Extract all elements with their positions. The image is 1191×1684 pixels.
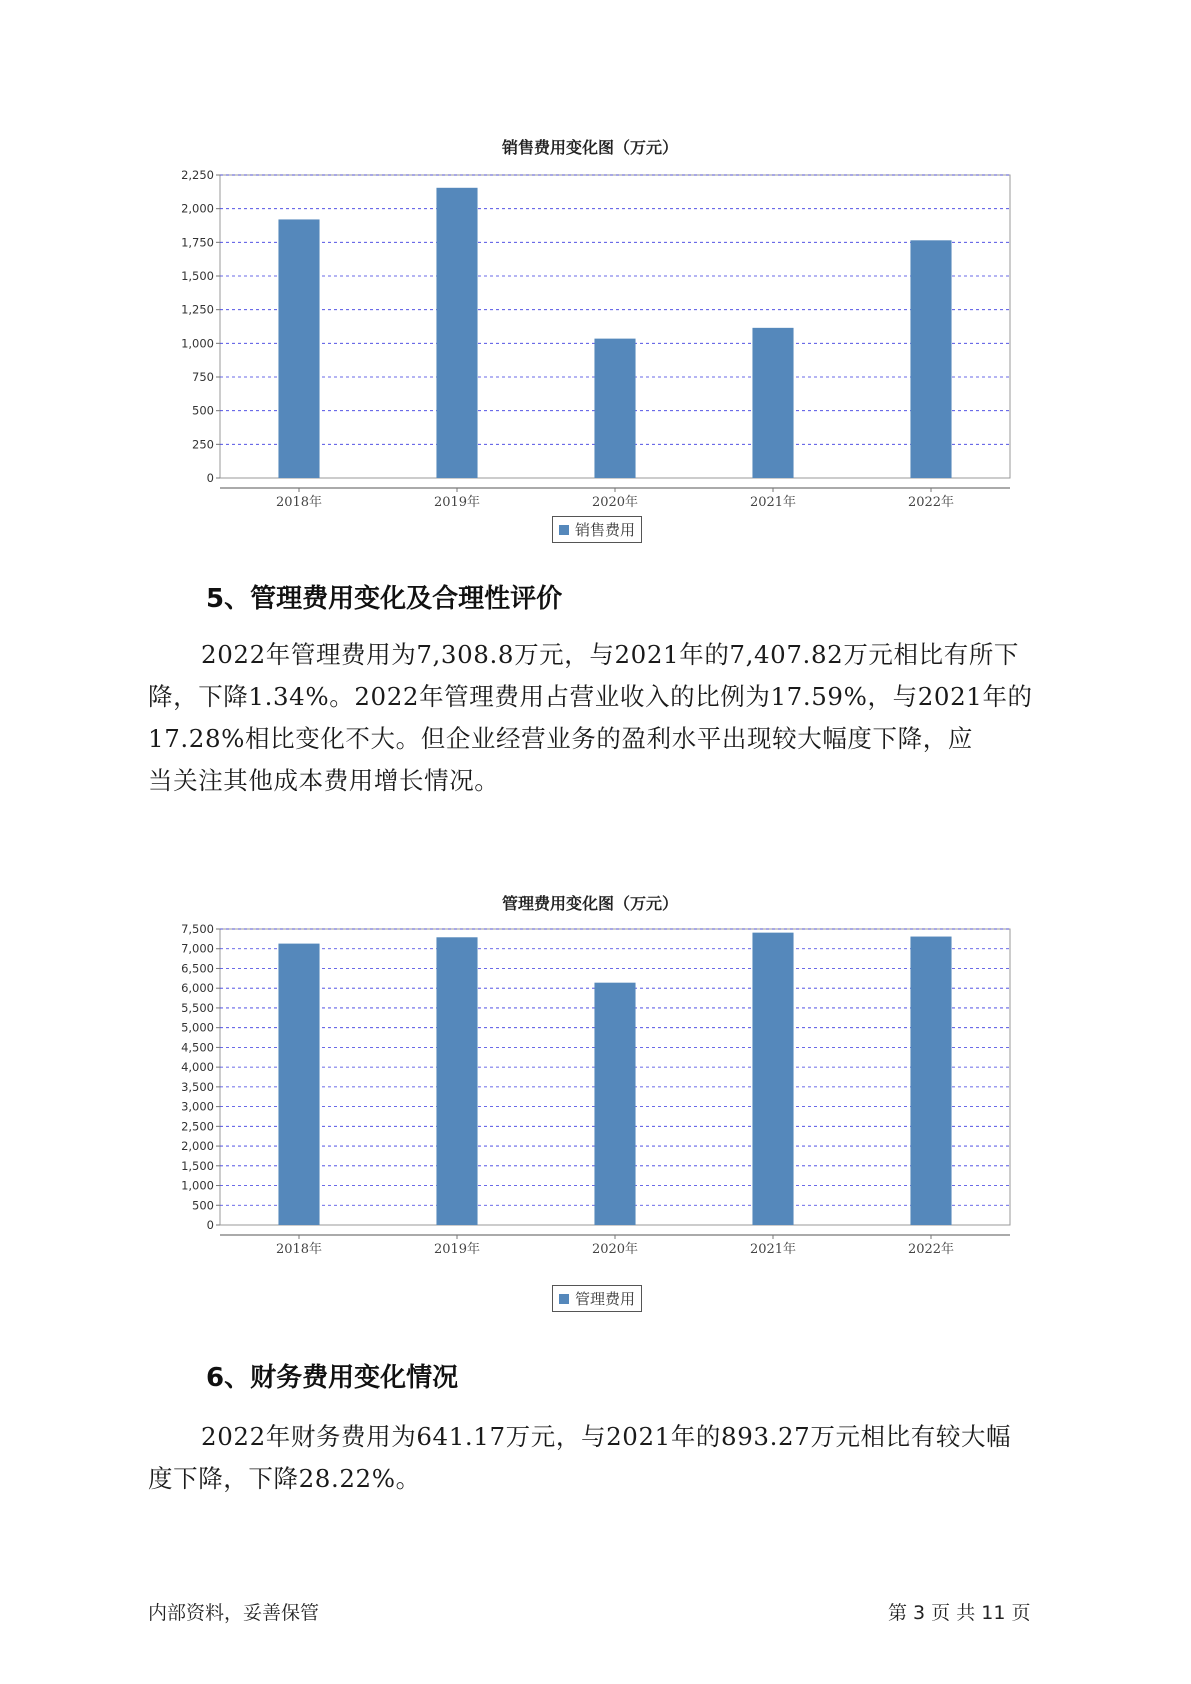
y-tick-label: 1,750: [181, 235, 214, 250]
x-tick-label: 2018年: [275, 495, 323, 510]
y-tick-label: 2,500: [181, 1119, 214, 1134]
y-tick-label: 1,250: [181, 302, 214, 317]
footer-page-number: 第 3 页 共 11 页: [888, 1602, 1031, 1624]
bar: [910, 937, 951, 1225]
footer-confidential-note: 内部资料，妥善保管: [148, 1602, 320, 1624]
y-tick-label: 6,000: [181, 981, 214, 996]
x-tick-label: 2022年: [907, 1242, 955, 1257]
x-tick-label: 2019年: [433, 495, 481, 510]
y-tick-label: 1,500: [181, 269, 214, 283]
sales-expense-chart: [160, 130, 1020, 550]
bar: [752, 328, 793, 478]
y-tick-label: 1,500: [181, 1158, 214, 1173]
x-tick-label: 2019年: [433, 1242, 481, 1257]
y-tick-label: 0: [206, 1218, 214, 1232]
admin-expense-chart-svg: [160, 924, 1020, 1304]
y-tick-label: 5,500: [181, 1000, 214, 1015]
section-5-paragraph: 2022年管理费用为7,308.8万元，与2021年的7,407.82万元相比有所下 降，下降1.34%。2022年管理费用占营业收入的比例为17.59%，与2021年的 17.28%相比变化不大。但企业经营业务的盈利水平出现较大幅度下降，应 当关注其他成本费用增长情况。: [148, 640, 1033, 795]
admin-expense-legend: [552, 1285, 642, 1312]
y-tick-label: 2,000: [181, 1139, 214, 1154]
bar: [278, 944, 319, 1225]
y-tick-label: 500: [192, 403, 214, 418]
sales-expense-chart-title: 销售费用变化图（万元）: [501, 138, 678, 157]
y-tick-label: 4,500: [181, 1040, 214, 1055]
admin-expense-chart-title: 管理费用变化图（万元）: [501, 894, 678, 913]
y-tick-label: 750: [192, 370, 214, 384]
y-tick-label: 4,000: [181, 1060, 214, 1075]
sales-expense-legend: [552, 516, 642, 543]
bar: [594, 983, 635, 1225]
y-tick-label: 1,000: [181, 1178, 214, 1193]
x-tick-label: 2020年: [591, 495, 639, 510]
legend-swatch: [559, 1294, 569, 1304]
y-tick-label: 3,500: [181, 1079, 214, 1094]
section-5-heading: 5、管理费用变化及合理性评价: [206, 584, 563, 614]
x-tick-label: 2018年: [275, 1242, 323, 1257]
bar: [278, 219, 319, 478]
x-tick-label: 2022年: [907, 495, 955, 510]
y-tick-label: 7,500: [181, 924, 214, 936]
x-tick-label: 2020年: [591, 1242, 639, 1257]
admin-expense-chart: [160, 884, 1020, 1324]
y-tick-label: 0: [206, 471, 214, 485]
y-tick-label: 5,000: [181, 1020, 214, 1035]
section-6-heading: 6、财务费用变化情况: [206, 1363, 459, 1393]
bar: [910, 240, 951, 478]
x-tick-label: 2021年: [749, 495, 797, 510]
y-tick-label: 6,500: [181, 961, 214, 976]
y-tick-label: 3,000: [181, 1099, 214, 1114]
bar: [594, 339, 635, 478]
bar: [752, 933, 793, 1225]
legend-label: 管理费用: [575, 1290, 636, 1308]
y-tick-label: 2,250: [181, 170, 214, 182]
legend-label: 销售费用: [575, 521, 636, 539]
y-tick-label: 7,000: [181, 941, 214, 956]
section-6-paragraph: 2022年财务费用为641.17万元，与2021年的893.27万元相比有较大幅 度下降，下降28.22%。: [148, 1422, 1012, 1493]
x-tick-label: 2021年: [749, 1242, 797, 1257]
bar: [436, 937, 477, 1225]
sales-expense-chart-svg: [160, 170, 1020, 530]
y-tick-label: 500: [192, 1198, 214, 1213]
bar: [436, 188, 477, 478]
y-tick-label: 1,000: [181, 336, 214, 351]
y-tick-label: 2,000: [181, 201, 214, 216]
legend-swatch: [559, 525, 569, 535]
y-tick-label: 250: [192, 437, 214, 452]
